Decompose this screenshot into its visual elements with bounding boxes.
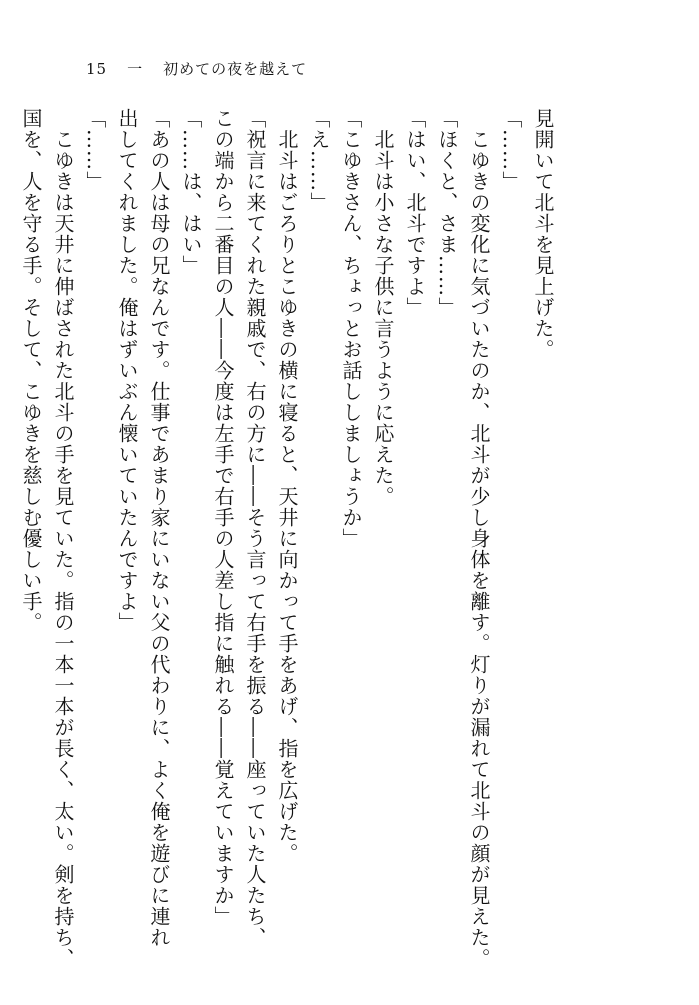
text-line: 「ほくと、さま……」 (435, 108, 459, 318)
text-line: こゆきの変化に気づいたのか、北斗が少し身体を離す。灯りが漏れて北斗の顔が見えた。 (467, 108, 491, 969)
text-line: この端から二番目の人――今度は左手で右手の人差し指に触れる――覚えていますか」 (211, 108, 235, 927)
text-line: 北斗は小さな子供に言うように応えた。 (371, 108, 395, 507)
page-header (86, 58, 327, 79)
text-line: こゆきは天井に伸ばされた北斗の手を見ていた。指の一本一本が長く、太い。剣を持ち、 (51, 108, 75, 969)
text-line: 「え……」 (307, 108, 331, 213)
text-line: 出してくれました。俺はずいぶん懐いていたんですよ」 (115, 108, 139, 633)
vertical-text-block (15, 108, 559, 978)
text-line: 「はい、北斗ですよ」 (403, 108, 427, 318)
text-line: 北斗はごろりとこゆきの横に寝ると、天井に向かって手をあげ、指を広げた。 (275, 108, 299, 864)
text-line: 「祝言に来てくれた親戚で、右の方に――そう言って右手を振る――座っていた人たち、 (243, 108, 267, 948)
page-number: 15 (86, 60, 108, 78)
text-line: 見開いて北斗を見上げた。 (531, 108, 555, 360)
text-line: 「こゆきさん、ちょっとお話ししましょうか」 (339, 108, 363, 549)
text-line: 「……」 (83, 108, 107, 192)
text-line: 「……」 (499, 108, 523, 192)
chapter-title: 初めての夜を越えて (163, 60, 308, 78)
text-line: 「……は、はい」 (179, 108, 203, 276)
text-line: 「あの人は母の兄なんです。仕事であまり家にいない父の代わりに、よく俺を遊びに連れ (147, 108, 171, 948)
text-line: 国を、人を守る手。そして、こゆきを慈しむ優しい手。 (19, 108, 43, 633)
header-separator: 一 (127, 60, 144, 78)
